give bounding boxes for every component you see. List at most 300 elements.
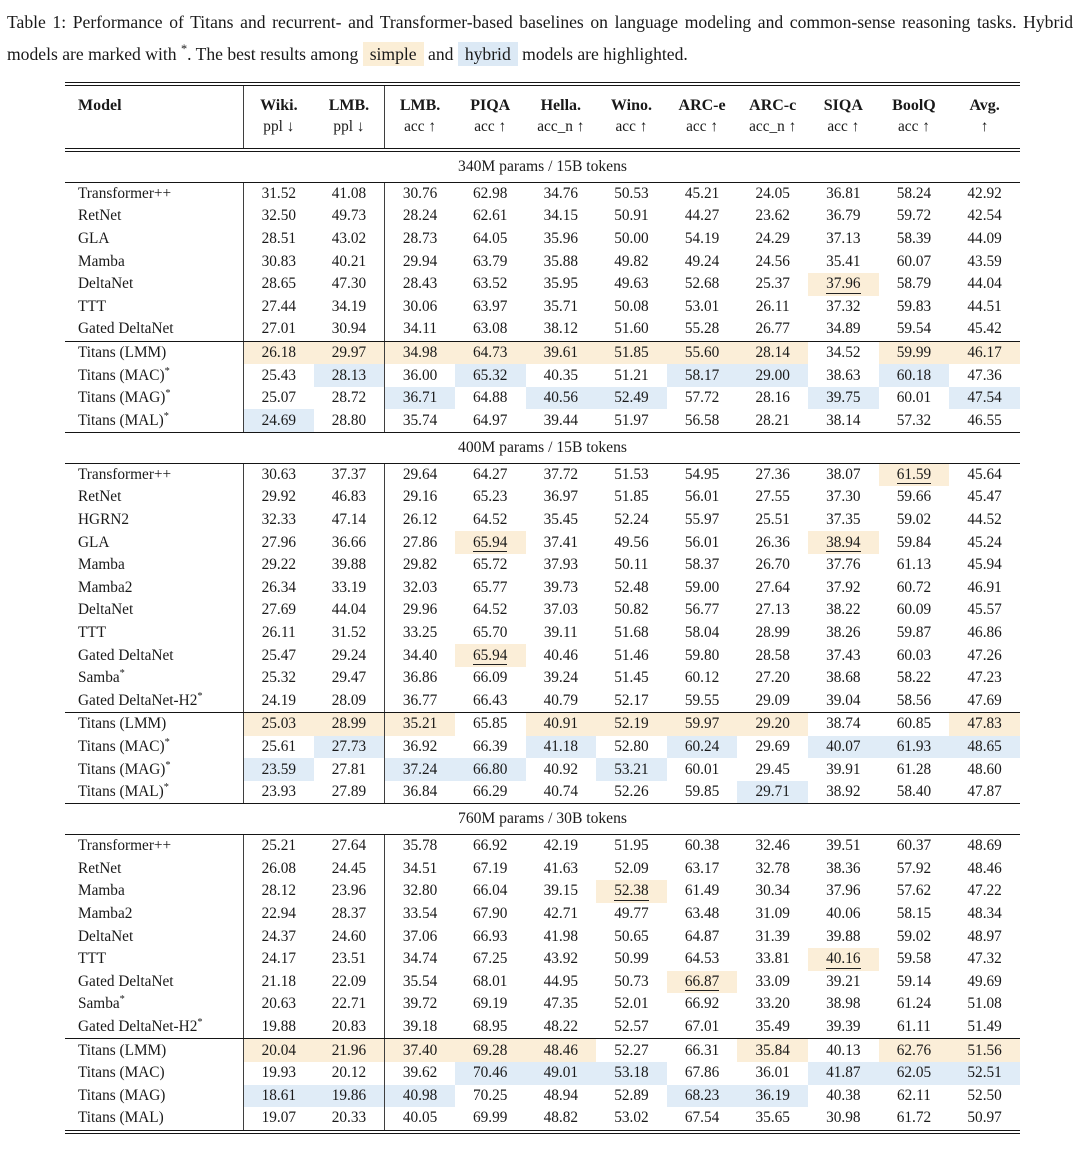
- value-cell: 29.09: [755, 691, 790, 709]
- value-cell: 46.91: [967, 578, 1002, 596]
- value-cell: 56.01: [684, 533, 720, 551]
- model-cell: Gated DeltaNet-H2*: [78, 1016, 203, 1036]
- model-cell: TTT: [78, 297, 107, 315]
- value-cell: 59.02: [896, 511, 932, 529]
- value-cell: 65.94: [455, 531, 526, 554]
- value-cell: 39.61: [526, 342, 597, 365]
- value-cell: 32.78: [755, 859, 790, 877]
- value-cell: 22.09: [331, 972, 367, 990]
- value-cell: 59.58: [896, 950, 932, 968]
- baseline-row: [65, 577, 1020, 600]
- value-cell: 29.97: [314, 342, 385, 365]
- value-cell: 51.08: [967, 995, 1002, 1013]
- value-cell: 55.28: [684, 320, 720, 338]
- value-cell: 39.11: [543, 624, 578, 642]
- model-cell: Titans (MAC)*: [78, 736, 170, 755]
- value-cell: 66.04: [472, 882, 508, 900]
- value-cell: 47.22: [967, 882, 1002, 900]
- value-cell: 42.19: [543, 837, 579, 855]
- value-cell: 61.49: [684, 882, 720, 900]
- value-cell: 48.69: [967, 837, 1002, 855]
- value-cell: 37.93: [543, 556, 579, 574]
- value-cell: 40.05: [384, 1107, 455, 1130]
- value-cell: 31.09: [755, 905, 790, 923]
- value-cell: 37.40: [384, 1039, 455, 1062]
- value-cell: 49.24: [684, 252, 720, 270]
- value-cell: 52.27: [614, 1041, 649, 1059]
- value-cell: 47.69: [967, 691, 1002, 709]
- value-cell: 64.97: [472, 411, 508, 429]
- value-cell: 48.22: [543, 1018, 579, 1036]
- value-cell: 20.12: [331, 1064, 367, 1082]
- titans-row: [65, 713, 1020, 736]
- value-cell: 51.45: [614, 669, 649, 687]
- value-cell: 27.81: [331, 760, 367, 778]
- hybrid-star: *: [163, 782, 169, 794]
- value-cell: 49.56: [614, 533, 649, 551]
- value-cell: 29.47: [331, 669, 367, 687]
- value-cell: 19.86: [314, 1085, 385, 1108]
- value-cell: 40.98: [384, 1085, 455, 1108]
- value-cell: 58.04: [684, 624, 720, 642]
- value-cell: 27.73: [314, 736, 385, 759]
- value-cell: 19.93: [243, 1062, 314, 1085]
- value-cell: 53.18: [596, 1062, 667, 1085]
- hybrid-star: *: [164, 365, 170, 377]
- value-cell: 28.65: [243, 273, 314, 296]
- value-cell: 60.01: [684, 760, 720, 778]
- model-cell: DeltaNet: [78, 601, 134, 619]
- value-cell: 40.06: [826, 905, 861, 923]
- value-cell: 49.77: [614, 905, 649, 923]
- baseline-row: [65, 531, 1020, 554]
- value-cell: 37.35: [826, 511, 861, 529]
- model-cell: Titans (MAG)*: [78, 759, 171, 778]
- value-cell: 47.30: [331, 275, 367, 293]
- value-cell: 34.15: [543, 207, 579, 225]
- value-cell: 50.08: [614, 297, 649, 315]
- section-title: 340M params / 15B tokens: [458, 157, 627, 175]
- value-cell: 36.79: [826, 207, 861, 225]
- value-cell: 36.81: [826, 184, 861, 202]
- value-cell: 61.59: [879, 464, 950, 487]
- value-cell: 59.97: [667, 713, 738, 736]
- value-cell: 59.80: [684, 646, 720, 664]
- value-cell: 28.12: [243, 880, 314, 903]
- value-cell: 25.32: [243, 667, 314, 690]
- value-cell: 63.17: [684, 859, 720, 877]
- value-cell: 59.66: [896, 488, 932, 506]
- bottom-rule: [65, 1130, 1020, 1134]
- value-cell: 65.85: [472, 715, 508, 733]
- value-cell: 20.04: [243, 1039, 314, 1062]
- value-cell: 57.92: [896, 859, 932, 877]
- value-cell: 25.43: [243, 364, 314, 387]
- model-cell: DeltaNet: [78, 275, 134, 293]
- value-cell: 51.53: [614, 465, 649, 483]
- value-cell: 28.21: [755, 411, 790, 429]
- value-cell: 37.03: [543, 601, 579, 619]
- titans-row: [65, 736, 1020, 759]
- value-cell: 26.12: [384, 509, 455, 532]
- value-cell: 34.40: [384, 644, 455, 667]
- titans-row: [65, 1085, 1020, 1108]
- value-cell: 39.62: [384, 1062, 455, 1085]
- baseline-row: [65, 858, 1020, 881]
- value-cell: 64.52: [472, 601, 508, 619]
- value-cell: 39.04: [826, 691, 861, 709]
- value-cell: 46.55: [967, 411, 1002, 429]
- value-cell: 34.76: [543, 184, 579, 202]
- value-cell: 47.36: [967, 366, 1002, 384]
- value-cell: 26.34: [243, 577, 314, 600]
- value-cell: 56.01: [684, 488, 720, 506]
- value-cell: 36.00: [384, 364, 455, 387]
- header-row: [65, 86, 1020, 148]
- value-cell: 23.51: [331, 950, 367, 968]
- column-header-boolq: BoolQ acc ↑: [892, 97, 936, 136]
- value-cell: 59.87: [896, 624, 932, 642]
- value-cell: 60.03: [896, 646, 932, 664]
- value-cell: 34.74: [384, 948, 455, 971]
- value-cell: 32.80: [384, 880, 455, 903]
- baseline-row: [65, 486, 1020, 509]
- value-cell: 40.35: [543, 366, 579, 384]
- value-cell: 63.79: [472, 252, 508, 270]
- value-cell: 35.21: [384, 713, 455, 736]
- value-cell: 55.60: [667, 342, 738, 365]
- value-cell: 68.23: [667, 1085, 738, 1108]
- value-cell: 36.86: [384, 667, 455, 690]
- hybrid-star: *: [163, 410, 169, 422]
- value-cell: 27.69: [243, 599, 314, 622]
- value-cell: 51.68: [614, 624, 649, 642]
- model-cell: Gated DeltaNet: [78, 320, 174, 338]
- value-cell: 67.90: [472, 905, 508, 923]
- value-cell: 45.42: [967, 320, 1002, 338]
- value-cell: 44.04: [331, 601, 367, 619]
- value-cell: 29.94: [384, 250, 455, 273]
- value-cell: 21.18: [243, 971, 314, 994]
- value-cell: 24.45: [331, 859, 367, 877]
- value-cell: 28.43: [384, 273, 455, 296]
- value-cell: 60.37: [896, 837, 932, 855]
- value-cell: 58.37: [684, 556, 720, 574]
- value-cell: 37.92: [826, 578, 861, 596]
- value-cell: 55.97: [684, 511, 720, 529]
- value-cell: 31.39: [755, 927, 790, 945]
- model-cell: Mamba2: [78, 578, 133, 596]
- value-cell: 60.12: [684, 669, 720, 687]
- hybrid-star: *: [119, 994, 125, 1006]
- value-cell: 45.21: [684, 184, 720, 202]
- value-cell: 37.96: [808, 273, 879, 296]
- value-cell: 60.85: [896, 715, 932, 733]
- caption-text-2: . The best results among: [187, 44, 363, 65]
- value-cell: 50.73: [614, 972, 649, 990]
- value-cell: 43.02: [331, 230, 367, 248]
- model-cell: Titans (MAC)*: [78, 365, 170, 384]
- value-cell: 58.22: [896, 669, 932, 687]
- value-cell: 63.48: [684, 905, 720, 923]
- value-cell: 62.98: [472, 184, 508, 202]
- value-cell: 39.88: [826, 927, 861, 945]
- value-cell: 27.01: [243, 318, 314, 341]
- value-cell: 30.76: [384, 183, 455, 206]
- value-cell: 24.56: [755, 252, 790, 270]
- value-cell: 38.07: [826, 465, 861, 483]
- value-cell: 46.17: [949, 342, 1020, 365]
- value-cell: 37.24: [384, 758, 455, 781]
- value-cell: 63.52: [472, 275, 508, 293]
- value-cell: 52.89: [614, 1086, 649, 1104]
- value-cell: 52.24: [614, 511, 649, 529]
- value-cell: 51.21: [614, 366, 649, 384]
- value-cell: 52.17: [614, 691, 649, 709]
- value-cell: 34.98: [384, 342, 455, 365]
- value-cell: 36.66: [331, 533, 367, 551]
- value-cell: 64.53: [684, 950, 720, 968]
- value-cell: 26.11: [243, 622, 314, 645]
- value-cell: 39.24: [543, 669, 579, 687]
- value-cell: 27.20: [755, 669, 790, 687]
- value-cell: 27.44: [243, 296, 314, 319]
- value-cell: 41.98: [543, 927, 579, 945]
- caption-text-4: models are highlighted.: [517, 44, 688, 65]
- value-cell: 41.63: [543, 859, 579, 877]
- column-header-arc-c: ARC-c acc_n ↑: [749, 97, 797, 136]
- value-cell: 67.25: [472, 950, 508, 968]
- value-cell: 65.32: [455, 364, 526, 387]
- hybrid-star: *: [164, 736, 170, 748]
- value-cell: 33.25: [384, 622, 455, 645]
- value-cell: 25.61: [243, 736, 314, 759]
- value-cell: 50.11: [614, 556, 649, 574]
- titans-row: [65, 342, 1020, 365]
- baseline-row: [65, 622, 1020, 645]
- value-cell: 38.92: [826, 783, 861, 801]
- baseline-row: [65, 993, 1020, 1016]
- value-cell: 39.15: [543, 882, 579, 900]
- value-cell: 29.71: [737, 781, 808, 804]
- value-cell: 36.01: [755, 1064, 790, 1082]
- value-cell: 47.83: [949, 713, 1020, 736]
- titans-row: [65, 364, 1020, 387]
- value-cell: 66.92: [684, 995, 720, 1013]
- baseline-row: [65, 228, 1020, 251]
- model-cell: Mamba: [78, 252, 125, 270]
- section-title: 760M params / 30B tokens: [458, 809, 627, 827]
- value-cell: 60.01: [896, 389, 932, 407]
- value-cell: 33.81: [755, 950, 790, 968]
- value-cell: 32.33: [243, 509, 314, 532]
- value-cell: 58.17: [667, 364, 738, 387]
- value-cell: 30.63: [243, 464, 314, 487]
- value-cell: 51.56: [949, 1039, 1020, 1062]
- value-cell: 48.82: [543, 1109, 579, 1127]
- section-title: 400M params / 15B tokens: [458, 438, 627, 456]
- value-cell: 22.94: [243, 903, 314, 926]
- model-cell: Gated DeltaNet: [78, 646, 174, 664]
- value-cell: 66.93: [472, 927, 508, 945]
- column-header-wino: Wino. acc ↑: [610, 97, 652, 136]
- value-cell: 65.72: [472, 556, 508, 574]
- value-cell: 59.83: [896, 297, 932, 315]
- hybrid-star: *: [119, 668, 125, 680]
- value-cell: 64.73: [455, 342, 526, 365]
- value-cell: 35.95: [543, 275, 579, 293]
- value-cell: 41.87: [808, 1062, 879, 1085]
- value-cell: 29.82: [384, 554, 455, 577]
- value-cell: 51.97: [614, 411, 649, 429]
- value-cell: 28.58: [755, 646, 790, 664]
- value-cell: 31.52: [331, 624, 367, 642]
- value-cell: 32.03: [384, 577, 455, 600]
- baseline-row: [65, 835, 1020, 858]
- value-cell: 37.76: [826, 556, 861, 574]
- value-cell: 44.04: [967, 275, 1002, 293]
- value-cell: 23.93: [243, 781, 314, 804]
- value-cell: 62.61: [472, 207, 508, 225]
- value-cell: 28.13: [314, 364, 385, 387]
- value-cell: 57.72: [684, 389, 720, 407]
- value-cell: 51.46: [614, 646, 649, 664]
- value-cell: 26.18: [243, 342, 314, 365]
- value-cell: 67.01: [684, 1018, 720, 1036]
- value-cell: 47.32: [967, 950, 1002, 968]
- baseline-row: [65, 925, 1020, 948]
- value-cell: 26.36: [755, 533, 790, 551]
- section-title-row: [65, 804, 1020, 834]
- value-cell: 45.24: [967, 533, 1002, 551]
- value-cell: 57.32: [896, 411, 932, 429]
- model-cell: RetNet: [78, 859, 122, 877]
- value-cell: 41.18: [526, 736, 597, 759]
- value-cell: 39.51: [826, 837, 861, 855]
- value-cell: 36.92: [384, 736, 455, 759]
- column-header-wiki: Wiki. ppl ↓: [243, 86, 314, 148]
- value-cell: 30.06: [384, 296, 455, 319]
- value-cell: 48.46: [967, 859, 1002, 877]
- baseline-row: [65, 667, 1020, 690]
- model-cell: Titans (LMM): [78, 343, 167, 361]
- value-cell: 29.96: [384, 599, 455, 622]
- value-cell: 49.01: [526, 1062, 597, 1085]
- value-cell: 28.51: [243, 228, 314, 251]
- model-cell: HGRN2: [78, 511, 129, 529]
- value-cell: 46.86: [967, 624, 1002, 642]
- value-cell: 30.34: [755, 882, 790, 900]
- value-cell: 58.79: [896, 275, 932, 293]
- value-cell: 28.24: [384, 205, 455, 228]
- value-cell: 20.63: [243, 993, 314, 1016]
- baseline-row: [65, 205, 1020, 228]
- baseline-row: [65, 880, 1020, 903]
- value-cell: 50.53: [614, 184, 649, 202]
- value-cell: 33.20: [755, 995, 790, 1013]
- value-cell: 19.88: [243, 1016, 314, 1039]
- value-cell: 67.86: [684, 1064, 720, 1082]
- baseline-row: [65, 690, 1020, 713]
- model-cell: RetNet: [78, 207, 122, 225]
- model-cell: GLA: [78, 230, 110, 248]
- model-cell: Mamba: [78, 556, 125, 574]
- baseline-row: [65, 296, 1020, 319]
- value-cell: 37.41: [543, 533, 579, 551]
- value-cell: 62.05: [879, 1062, 950, 1085]
- value-cell: 29.00: [737, 364, 808, 387]
- value-cell: 35.84: [737, 1039, 808, 1062]
- column-header-lmb: LMB. ppl ↓: [328, 97, 370, 136]
- value-cell: 39.44: [543, 411, 579, 429]
- value-cell: 38.12: [543, 320, 579, 338]
- value-cell: 24.69: [243, 409, 314, 432]
- baseline-row: [65, 183, 1020, 206]
- value-cell: 44.52: [967, 511, 1002, 529]
- value-cell: 28.72: [331, 389, 367, 407]
- value-cell: 39.39: [826, 1018, 861, 1036]
- value-cell: 37.06: [384, 925, 455, 948]
- baseline-row: [65, 554, 1020, 577]
- value-cell: 39.88: [331, 556, 367, 574]
- value-cell: 40.21: [331, 252, 367, 270]
- model-cell: Gated DeltaNet: [78, 972, 174, 990]
- value-cell: 70.46: [455, 1062, 526, 1085]
- model-cell: Titans (MAL)*: [78, 782, 169, 801]
- value-cell: 31.52: [243, 183, 314, 206]
- value-cell: 62.76: [879, 1039, 950, 1062]
- value-cell: 35.54: [384, 971, 455, 994]
- baseline-row: [65, 971, 1020, 994]
- value-cell: 48.94: [543, 1086, 579, 1104]
- value-cell: 51.85: [614, 488, 649, 506]
- value-cell: 28.16: [755, 389, 790, 407]
- value-cell: 66.92: [472, 837, 508, 855]
- value-cell: 40.91: [526, 713, 597, 736]
- value-cell: 28.14: [737, 342, 808, 365]
- value-cell: 60.07: [896, 252, 932, 270]
- section-title-row: [65, 152, 1020, 182]
- model-cell: Titans (MAC): [78, 1064, 165, 1082]
- value-cell: 59.02: [896, 927, 932, 945]
- baseline-row: [65, 599, 1020, 622]
- value-cell: 68.01: [472, 972, 508, 990]
- value-cell: 19.07: [243, 1107, 314, 1130]
- value-cell: 58.39: [896, 230, 932, 248]
- titans-row: [65, 781, 1020, 804]
- model-cell: Samba*: [78, 994, 125, 1013]
- model-cell: Transformer++: [78, 837, 172, 855]
- value-cell: 40.79: [543, 691, 579, 709]
- value-cell: 52.09: [614, 859, 649, 877]
- value-cell: 39.18: [384, 1016, 455, 1039]
- value-cell: 35.65: [755, 1109, 790, 1127]
- value-cell: 45.64: [967, 465, 1002, 483]
- model-cell: Titans (LMM): [78, 715, 167, 733]
- value-cell: 25.21: [243, 835, 314, 858]
- value-cell: 52.38: [596, 880, 667, 903]
- value-cell: 40.13: [826, 1041, 861, 1059]
- value-cell: 62.11: [897, 1086, 931, 1104]
- value-cell: 53.21: [596, 758, 667, 781]
- value-cell: 27.89: [331, 783, 367, 801]
- value-cell: 60.24: [667, 736, 738, 759]
- value-cell: 51.85: [596, 342, 667, 365]
- value-cell: 45.47: [967, 488, 1002, 506]
- value-cell: 37.96: [826, 882, 861, 900]
- value-cell: 64.87: [684, 927, 720, 945]
- model-cell: Mamba: [78, 882, 125, 900]
